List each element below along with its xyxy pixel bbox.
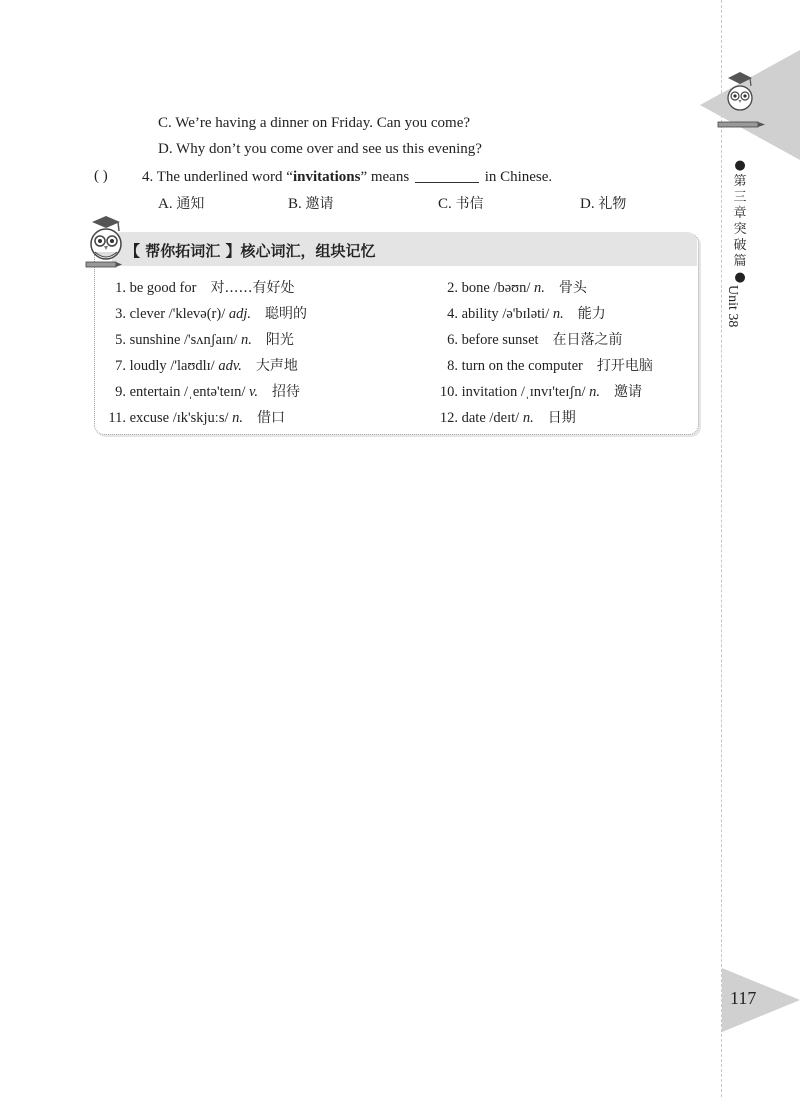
q4-stem-before: 4. The underlined word “ bbox=[142, 169, 293, 185]
vocab-item-9: 9. entertain /ˌentə'teɪn/ v. 招待 bbox=[115, 384, 301, 400]
owl-mascot-icon bbox=[728, 72, 752, 110]
owl-mascot-icon bbox=[82, 214, 126, 272]
q4-option-b: B. 邀请 bbox=[288, 196, 334, 212]
pencil-icon bbox=[718, 122, 765, 127]
vocab-item-8: 8. turn on the computer 打开电脑 bbox=[447, 358, 653, 374]
vocab-box-title: 【 帮你拓词汇 】核心词汇，组块记忆 bbox=[125, 242, 376, 260]
side-tab-triangle bbox=[700, 50, 800, 160]
q4-stem bbox=[142, 168, 552, 186]
vocab-item-10: 10. invitation /ˌɪnvɪ'teɪʃn/ n. 邀请 bbox=[439, 384, 642, 400]
margin-cut-line bbox=[721, 0, 722, 1097]
vocab-item-4: 4. ability /ə'bɪləti/ n. 能力 bbox=[447, 306, 606, 322]
q4-stem-after: in Chinese. bbox=[484, 169, 553, 185]
q4-stem-mid: ” means bbox=[360, 169, 410, 185]
page-number: 117 bbox=[730, 988, 757, 1008]
vocab-item-7: 7. loudly /'laʊdlɪ/ adv. 大声地 bbox=[115, 358, 298, 374]
answer-blank bbox=[415, 168, 479, 183]
q4-keyword: invitations bbox=[292, 169, 361, 185]
vocab-item-6: 6. before sunset 在日落之前 bbox=[447, 332, 623, 348]
q4-option-a: A. 通知 bbox=[158, 196, 205, 212]
answer-paren: ( ) bbox=[94, 168, 108, 184]
unit-label: Unit 38 bbox=[725, 285, 740, 328]
q4-option-d: D. 礼物 bbox=[580, 196, 627, 212]
vocab-item-2: 2. bone /bəʊn/ n. 骨头 bbox=[447, 280, 587, 296]
q4-option-c: C. 书信 bbox=[438, 196, 484, 212]
q3-option-d: D. Why don’t you come over and see us this evening? bbox=[158, 141, 482, 157]
vocab-item-11: 11. excuse /ɪk'skjuːs/ n. 借口 bbox=[108, 410, 285, 426]
chapter-label: ●第三章 突破篇● bbox=[733, 158, 747, 285]
vocab-item-5: 5. sunshine /'sʌnʃaɪn/ n. 阳光 bbox=[115, 332, 294, 348]
vocab-item-1: 1. be good for 对……有好处 bbox=[115, 280, 295, 296]
vocab-item-12: 12. date /deɪt/ n. 日期 bbox=[439, 410, 576, 426]
q3-option-c: C. We’re having a dinner on Friday. Can you come? bbox=[158, 115, 471, 131]
pencil-icon bbox=[86, 262, 122, 267]
vocab-item-3: 3. clever /'klevə(r)/ adj. 聪明的 bbox=[115, 306, 308, 322]
